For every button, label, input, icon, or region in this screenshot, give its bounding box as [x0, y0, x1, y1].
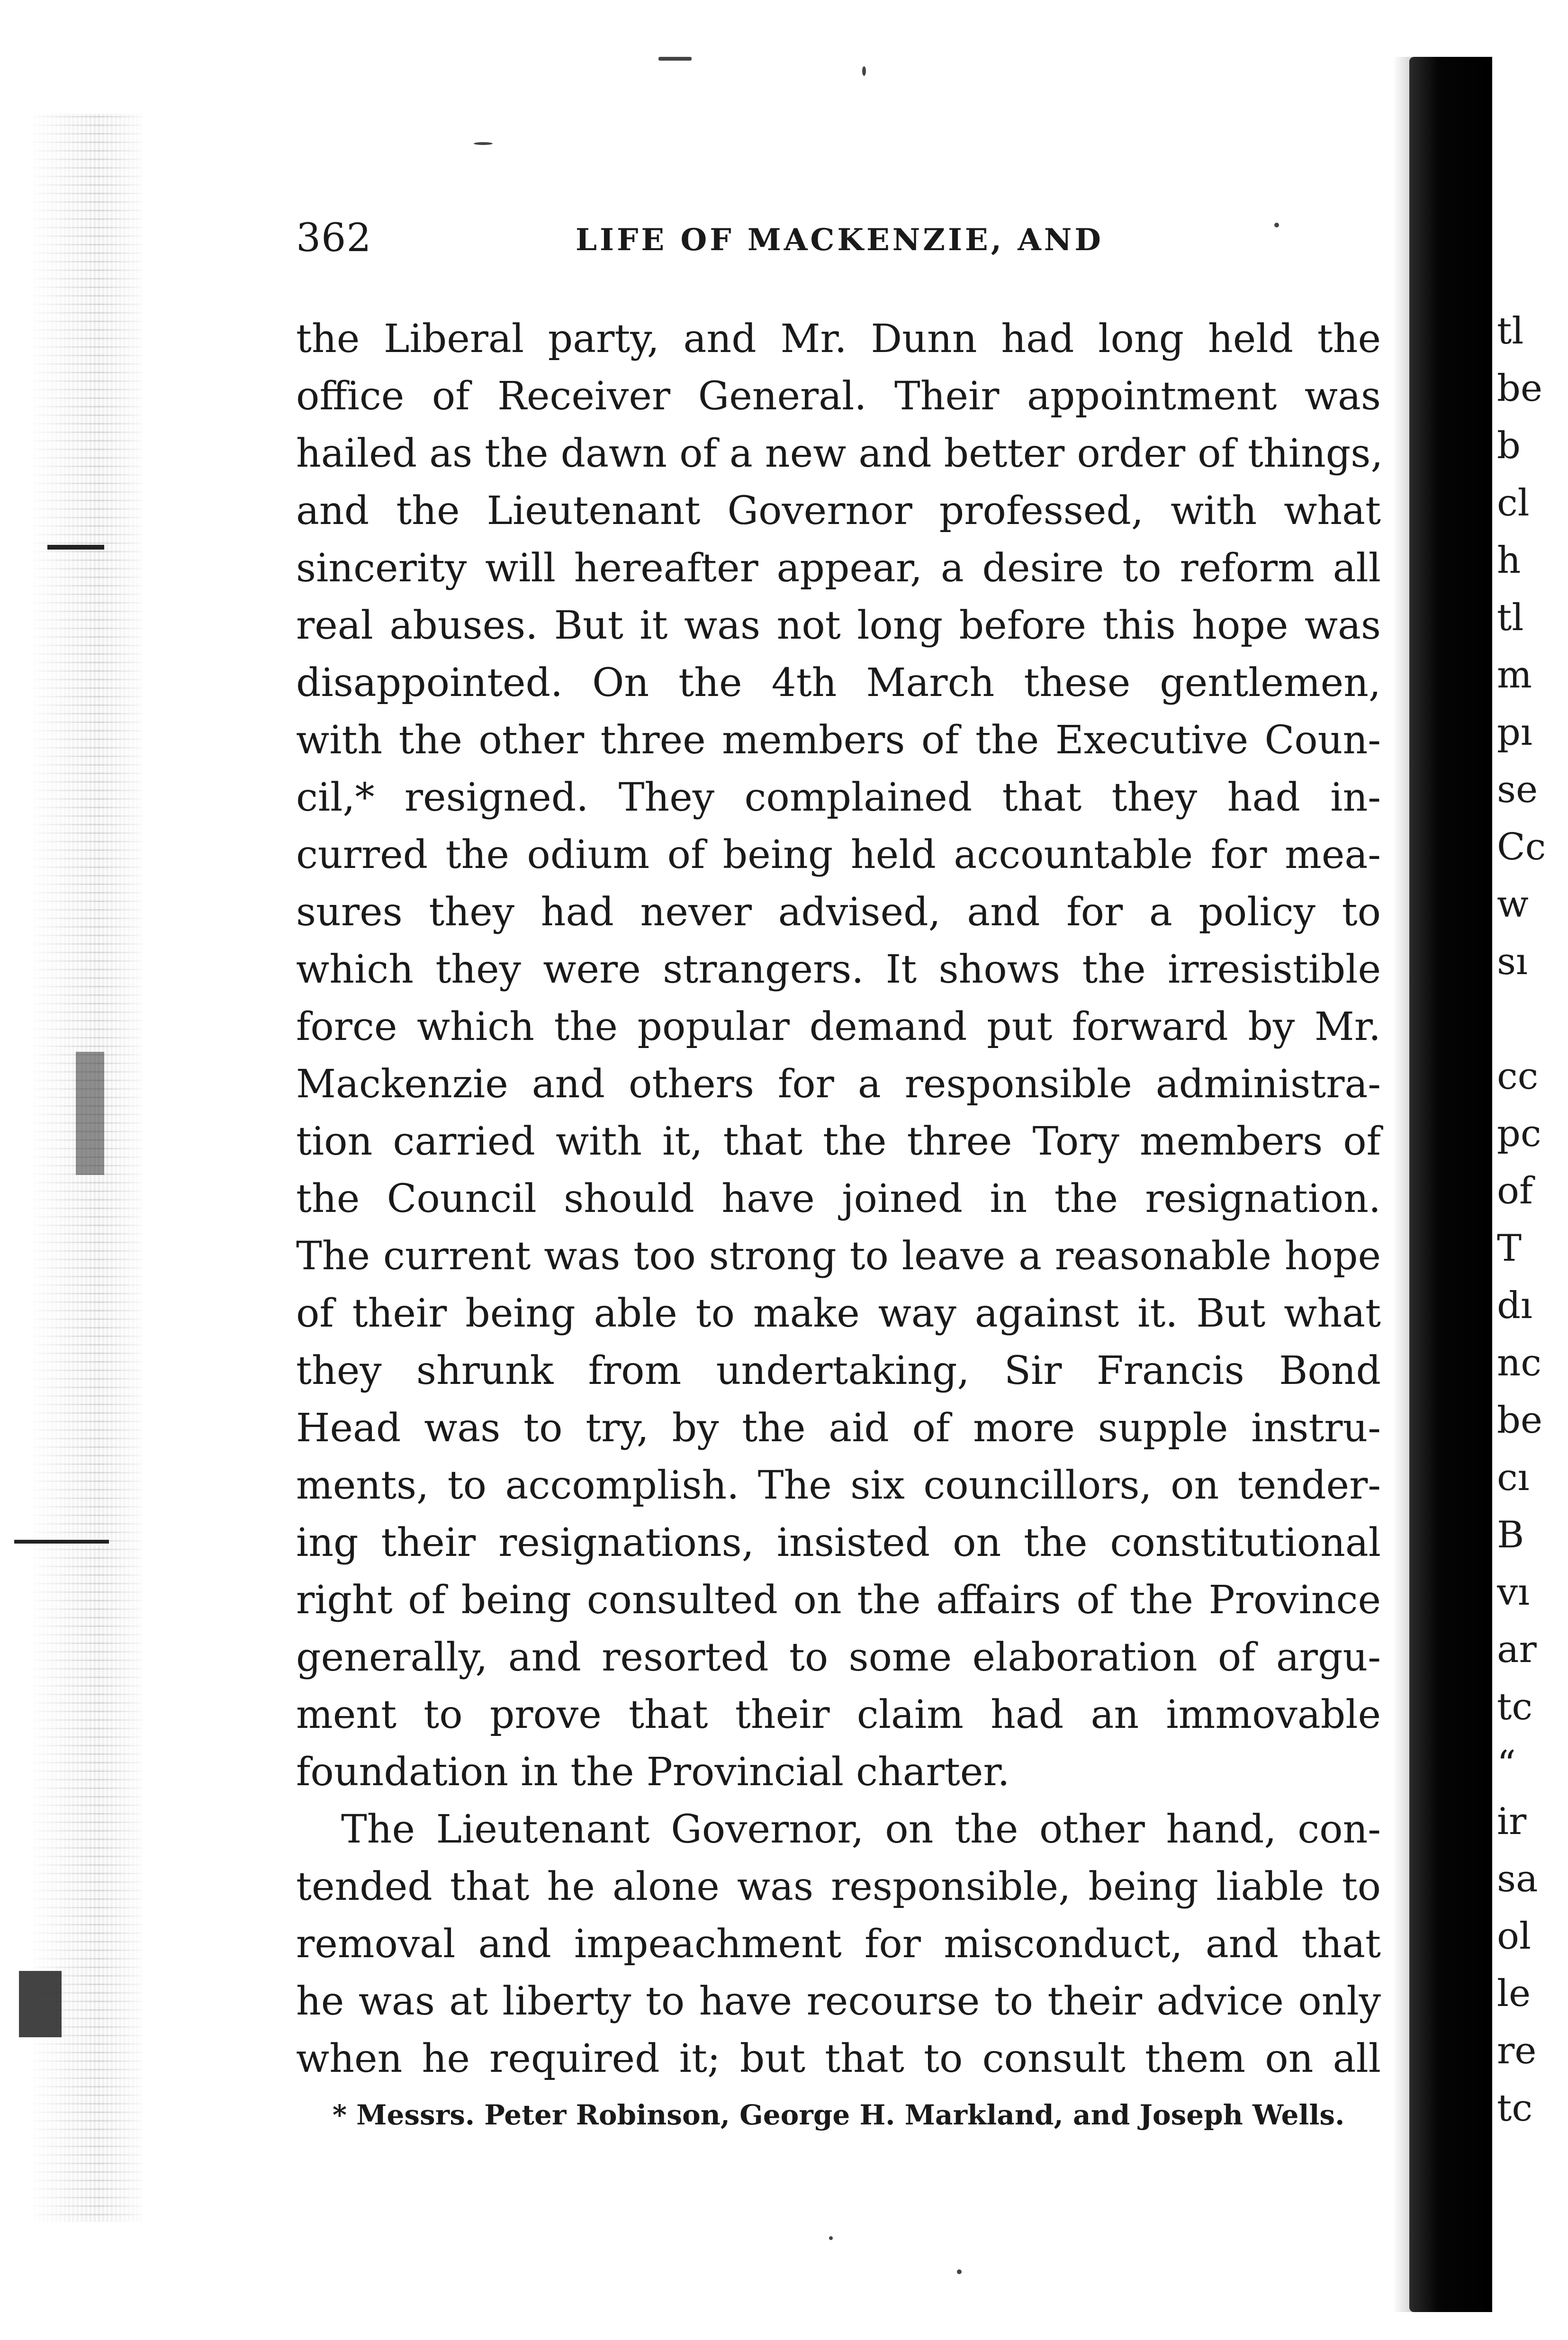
adjacent-page-fragment: cı [1497, 1456, 1530, 1499]
adjacent-page-fragment: Cc [1497, 826, 1546, 868]
text-line: tion carried with it, that the three Tory members of [296, 1119, 1381, 1164]
text-line: force which the popular demand put forward by Mr. [296, 1004, 1381, 1049]
text-line: ment to prove that their claim had an immovable [296, 1692, 1381, 1737]
text-line: real abuses. But it was not long before this hope was [296, 603, 1381, 648]
running-title: LIFE OF MACKENZIE, AND [576, 222, 1104, 258]
scan-mark [76, 1052, 104, 1175]
text-line: when he required it; but that to consult them on all [296, 2036, 1381, 2081]
text-line: the Liberal party, and Mr. Dunn had long held the [296, 316, 1381, 361]
adjacent-page-fragment: w [1497, 883, 1529, 926]
scan-mark [14, 1540, 109, 1544]
adjacent-page-fragment: B [1497, 1514, 1524, 1556]
scan-mark [19, 1971, 62, 2037]
text-line: sincerity will hereafter appear, a desire to reform all [296, 546, 1381, 591]
footnote: * Messrs. Peter Robinson, George H. Markland, and Joseph Wells. [332, 2099, 1345, 2131]
adjacent-page-fragment: ar [1497, 1628, 1537, 1671]
scan-speck [829, 2236, 833, 2240]
text-line: and the Lieutenant Governor professed, with what [296, 488, 1381, 533]
adjacent-page-fragment: pc [1497, 1112, 1541, 1155]
adjacent-page-fragment: b [1497, 425, 1521, 467]
text-line: office of Receiver General. Their appointment was [296, 374, 1381, 419]
scan-speck [862, 66, 866, 76]
text-line: he was at liberty to have recourse to their advice only [296, 1979, 1381, 2024]
scan-mark [47, 545, 104, 550]
text-line: curred the odium of being held accountable for mea- [296, 832, 1381, 877]
text-line: generally, and resorted to some elaboration of argu- [296, 1635, 1381, 1680]
text-line: the Council should have joined in the resignation. [296, 1176, 1381, 1221]
text-line: tended that he alone was responsible, being liable to [296, 1864, 1381, 1909]
adjacent-page-fragment: be [1497, 1399, 1543, 1442]
adjacent-page-fragment: “ [1497, 1743, 1516, 1786]
adjacent-page-fragment: re [1497, 2030, 1537, 2072]
text-line: sures they had never advised, and for a policy to [296, 890, 1381, 935]
scan-speck [957, 2269, 962, 2274]
adjacent-page-fragment: m [1497, 654, 1532, 696]
text-line: Head was to try, by the aid of more supple instru- [296, 1406, 1381, 1451]
text-line: The Lieutenant Governor, on the other hand, con- [341, 1807, 1381, 1852]
adjacent-page-fragment: cc [1497, 1055, 1539, 1098]
text-line: removal and impeachment for misconduct, and that [296, 1922, 1381, 1967]
adjacent-page-fragment: se [1497, 768, 1538, 811]
text-line: ing their resignations, insisted on the constitutional [296, 1520, 1381, 1565]
adjacent-page-fragment: cl [1497, 482, 1530, 524]
text-line: hailed as the dawn of a new and better order of things, [296, 431, 1383, 476]
adjacent-page-fragment: vı [1497, 1571, 1530, 1614]
scan-speck [658, 57, 692, 61]
adjacent-page-fragment: tl [1497, 596, 1524, 639]
adjacent-page-fragment: sa [1497, 1858, 1538, 1900]
text-line: of their being able to make way against it. But what [296, 1291, 1381, 1336]
adjacent-page-fragment: pı [1497, 711, 1532, 754]
adjacent-page-fragment: ol [1497, 1915, 1531, 1958]
text-line: disappointed. On the 4th March these gentlemen, [296, 660, 1381, 705]
text-line: with the other three members of the Executive Coun- [296, 718, 1381, 763]
book-binding [1409, 57, 1492, 2312]
adjacent-page-fragment: le [1497, 1972, 1531, 2015]
text-line: they shrunk from undertaking, Sir Francis Bond [296, 1348, 1381, 1393]
body-text [296, 310, 1381, 2087]
text-line: foundation in the Provincial charter. [296, 1750, 1010, 1795]
scan-speck [474, 142, 493, 145]
text-line: The current was too strong to leave a reasonable hope [296, 1234, 1381, 1279]
text-line: ments, to accomplish. The six councillors, on tender- [296, 1463, 1381, 1508]
page-number: 362 [296, 216, 372, 261]
adjacent-page-fragment: tc [1497, 2087, 1533, 2130]
adjacent-page-fragment: h [1497, 539, 1521, 582]
text-line: right of being consulted on the affairs of the Province [296, 1578, 1381, 1623]
running-head [296, 216, 1381, 268]
adjacent-page-fragment: dı [1497, 1284, 1532, 1327]
adjacent-page-fragment: nc [1497, 1342, 1541, 1384]
adjacent-page [1497, 313, 1568, 2208]
adjacent-page-fragment: tl [1497, 313, 1524, 352]
adjacent-page-fragment: ir [1497, 1800, 1527, 1843]
text-line: Mackenzie and others for a responsible administra- [296, 1062, 1381, 1107]
adjacent-page-fragment: be [1497, 367, 1543, 410]
adjacent-page-fragment: sı [1497, 940, 1528, 983]
text-line: cil,* resigned. They complained that they had in- [296, 775, 1381, 820]
text-line: which they were strangers. It shows the irresistible [296, 947, 1381, 992]
adjacent-page-fragment: of [1497, 1170, 1533, 1212]
adjacent-page-fragment: tc [1497, 1686, 1533, 1728]
adjacent-page-fragment: T [1497, 1227, 1522, 1270]
